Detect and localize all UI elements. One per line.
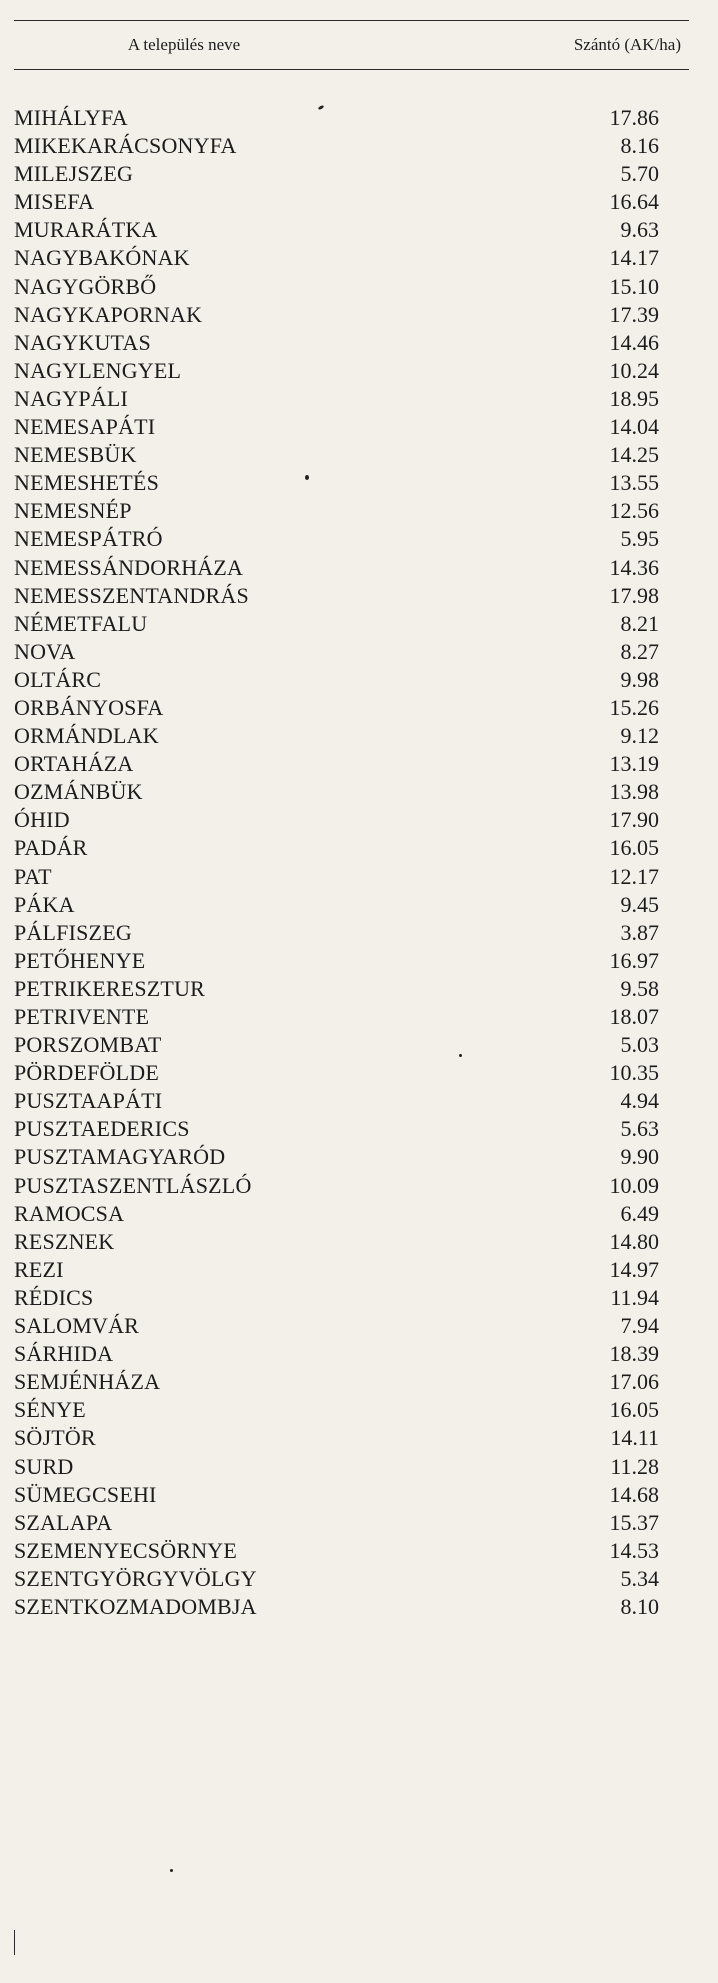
- table-row: [14, 497, 689, 525]
- settlement-name: PETRIVENTE: [14, 1004, 150, 1029]
- settlement-name: ÓHID: [14, 807, 70, 833]
- arable-value: 14.97: [609, 1256, 659, 1282]
- arable-value: 8.10: [620, 1593, 659, 1619]
- scan-speck: [305, 475, 309, 480]
- arable-value: 11.94: [610, 1284, 659, 1310]
- table-row: [14, 1284, 689, 1312]
- arable-value: 16.05: [609, 1397, 659, 1423]
- arable-value: 16.97: [609, 947, 659, 973]
- settlement-name: RAMOCSA: [14, 1200, 125, 1226]
- table-row: [14, 132, 689, 160]
- table-row: [14, 1453, 689, 1481]
- settlement-name: RESZNEK: [14, 1228, 115, 1254]
- settlement-name: OZMÁNBÜK: [14, 779, 143, 805]
- arable-value: 11.28: [610, 1453, 659, 1479]
- table-row: [14, 357, 689, 385]
- settlement-name: MIHÁLYFA: [14, 105, 128, 130]
- settlement-name: SURD: [14, 1453, 74, 1479]
- arable-value: 8.21: [620, 610, 659, 636]
- arable-value: 17.06: [609, 1369, 659, 1395]
- arable-value: 10.35: [609, 1060, 659, 1086]
- settlement-name: SZEMENYECSÖRNYE: [14, 1537, 238, 1563]
- table-row: [14, 1509, 689, 1537]
- arable-value: 5.03: [620, 1032, 659, 1058]
- table-body: [14, 104, 689, 1621]
- table-row: [14, 441, 689, 469]
- table-row: [14, 806, 689, 834]
- arable-value: 5.95: [620, 526, 659, 552]
- arable-value: 14.17: [609, 245, 659, 271]
- table-row: [14, 1312, 689, 1340]
- settlement-name: NEMESAPÁTI: [14, 414, 156, 440]
- table-row: [14, 947, 689, 975]
- settlement-name: MIKEKARÁCSONYFA: [14, 133, 237, 159]
- arable-value: 9.90: [620, 1144, 659, 1170]
- arable-value: 17.86: [609, 105, 659, 130]
- settlement-name: NEMESSÁNDORHÁZA: [14, 554, 244, 580]
- settlement-name: PUSZTAAPÁTI: [14, 1088, 163, 1114]
- settlement-name: NAGYKUTAS: [14, 329, 151, 355]
- arable-value: 3.87: [620, 919, 659, 945]
- table-row: [14, 244, 689, 272]
- arable-value: 5.70: [620, 161, 659, 187]
- table-row: [14, 104, 689, 132]
- table-left-edge: [14, 1930, 15, 1955]
- settlement-name: NEMESNÉP: [14, 498, 132, 524]
- table-row: [14, 1087, 689, 1115]
- arable-value: 4.94: [620, 1088, 659, 1114]
- table-row: [14, 694, 689, 722]
- arable-value: 5.63: [620, 1116, 659, 1142]
- table-row: [14, 1059, 689, 1087]
- table-row: [14, 554, 689, 582]
- arable-value: 16.64: [609, 189, 659, 215]
- arable-value: 15.26: [609, 694, 659, 720]
- arable-value: 9.63: [620, 217, 659, 243]
- settlement-name: SÜMEGCSEHI: [14, 1481, 157, 1507]
- settlement-name: NEMESSZENTANDRÁS: [14, 582, 249, 608]
- arable-value: 13.19: [609, 751, 659, 777]
- settlement-name: SÉNYE: [14, 1397, 86, 1423]
- arable-value: 17.98: [609, 582, 659, 608]
- scan-speck: [459, 1054, 462, 1057]
- table-row: [14, 582, 689, 610]
- settlement-name: ORTAHÁZA: [14, 751, 134, 777]
- settlement-name: NEMESBÜK: [14, 442, 137, 468]
- settlement-name: REZI: [14, 1256, 64, 1282]
- settlement-name: PÖRDEFÖLDE: [14, 1060, 160, 1086]
- table-row: [14, 863, 689, 891]
- arable-value: 14.25: [609, 442, 659, 468]
- table-row: [14, 1143, 689, 1171]
- table-row: [14, 1368, 689, 1396]
- settlement-name: SZALAPA: [14, 1509, 113, 1535]
- settlement-name: PUSZTAEDERICS: [14, 1116, 190, 1142]
- table-row: [14, 638, 689, 666]
- table-row: [14, 1537, 689, 1565]
- scan-speck: [170, 1869, 173, 1872]
- settlement-name: NAGYKAPORNAK: [14, 301, 203, 327]
- table-row: [14, 188, 689, 216]
- arable-value: 14.11: [610, 1425, 659, 1451]
- arable-value: 14.80: [609, 1228, 659, 1254]
- arable-value: 9.12: [620, 723, 659, 749]
- arable-value: 18.95: [609, 385, 659, 411]
- settlement-name: PETRIKERESZTUR: [14, 975, 206, 1001]
- table-row: [14, 413, 689, 441]
- arable-value: 15.37: [609, 1509, 659, 1535]
- arable-value: 5.34: [620, 1565, 659, 1591]
- table-header: [14, 20, 689, 69]
- settlement-name: NÉMETFALU: [14, 610, 148, 636]
- arable-value: 14.46: [609, 329, 659, 355]
- table-row: [14, 1031, 689, 1059]
- table-row: [14, 666, 689, 694]
- arable-value: 12.56: [609, 498, 659, 524]
- arable-value: 9.58: [620, 975, 659, 1001]
- table-row: [14, 1228, 689, 1256]
- arable-value: 12.17: [609, 863, 659, 889]
- settlement-name: NEMESHETÉS: [14, 470, 159, 496]
- table-row: [14, 1115, 689, 1143]
- arable-value: 8.16: [620, 133, 659, 159]
- settlement-name: PÁKA: [14, 891, 75, 917]
- settlement-name: SÖJTÖR: [14, 1425, 96, 1451]
- table-row: [14, 1003, 689, 1031]
- table-row: [14, 329, 689, 357]
- arable-value: 14.04: [609, 414, 659, 440]
- settlement-name: NAGYPÁLI: [14, 385, 129, 411]
- table-row: [14, 778, 689, 806]
- settlement-name: PETŐHENYE: [14, 947, 146, 973]
- settlement-name: NAGYLENGYEL: [14, 357, 182, 383]
- table-row: [14, 1172, 689, 1200]
- settlement-name: SZENTKOZMADOMBJA: [14, 1593, 257, 1619]
- header-settlement-name: A település neve: [127, 35, 241, 54]
- arable-value: 7.94: [620, 1313, 659, 1339]
- arable-value: 14.36: [609, 554, 659, 580]
- table-row: [14, 834, 689, 862]
- table-row: [14, 975, 689, 1003]
- settlement-name: SALOMVÁR: [14, 1313, 140, 1339]
- settlement-name: PADÁR: [14, 835, 88, 861]
- table-row: [14, 525, 689, 553]
- settlement-name: ORBÁNYOSFA: [14, 694, 164, 720]
- settlement-name: SZENTGYÖRGYVÖLGY: [14, 1565, 257, 1591]
- settlement-name: NEMESPÁTRÓ: [14, 526, 163, 552]
- settlement-name: SEMJÉNHÁZA: [14, 1369, 161, 1395]
- settlement-name: OLTÁRC: [14, 666, 102, 692]
- settlement-name: NOVA: [14, 638, 76, 664]
- table-row: [14, 1565, 689, 1593]
- settlement-name: PUSZTASZENTLÁSZLÓ: [14, 1172, 252, 1198]
- settlement-name: MURARÁTKA: [14, 217, 158, 243]
- arable-value: 13.98: [609, 779, 659, 805]
- table-row: [14, 216, 689, 244]
- arable-value: 18.39: [609, 1341, 659, 1367]
- table-row: [14, 919, 689, 947]
- settlement-name: RÉDICS: [14, 1284, 94, 1310]
- arable-value: 10.09: [609, 1172, 659, 1198]
- arable-value: 16.05: [609, 835, 659, 861]
- table-row: [14, 160, 689, 188]
- table-row: [14, 301, 689, 329]
- settlement-name: NAGYBAKÓNAK: [14, 245, 190, 271]
- table-row: [14, 1256, 689, 1284]
- settlement-name: SÁRHIDA: [14, 1341, 114, 1367]
- table-row: [14, 385, 689, 413]
- table-row: [14, 722, 689, 750]
- arable-value: 10.24: [609, 357, 659, 383]
- table-row: [14, 1593, 689, 1621]
- arable-value: 13.55: [609, 470, 659, 496]
- table-row: [14, 1200, 689, 1228]
- table-row: [14, 273, 689, 301]
- settlement-name: MILEJSZEG: [14, 161, 134, 187]
- arable-value: 14.53: [609, 1537, 659, 1563]
- table-row: [14, 610, 689, 638]
- arable-value: 15.10: [609, 273, 659, 299]
- table-row: [14, 1340, 689, 1368]
- settlement-name: PUSZTAMAGYARÓD: [14, 1144, 226, 1170]
- table-row: [14, 750, 689, 778]
- settlement-name: PÁLFISZEG: [14, 919, 132, 945]
- settlement-name: PAT: [14, 863, 52, 889]
- arable-value: 6.49: [620, 1200, 659, 1226]
- arable-value: 14.68: [609, 1481, 659, 1507]
- table-row: [14, 1396, 689, 1424]
- table-row: [14, 1481, 689, 1509]
- table-row: [14, 891, 689, 919]
- table-header-rule: [14, 69, 689, 70]
- settlement-name: PORSZOMBAT: [14, 1032, 162, 1058]
- settlement-name: MISEFA: [14, 189, 95, 215]
- arable-value: 9.98: [620, 666, 659, 692]
- arable-value: 17.39: [609, 301, 659, 327]
- arable-value: 8.27: [620, 638, 659, 664]
- arable-value: 18.07: [609, 1004, 659, 1029]
- table-row: [14, 469, 689, 497]
- settlement-name: NAGYGÖRBŐ: [14, 273, 157, 299]
- table-row: [14, 1424, 689, 1452]
- arable-value: 9.45: [620, 891, 659, 917]
- arable-value: 17.90: [609, 807, 659, 833]
- header-arable-value: Szántó (AK/ha): [573, 35, 681, 54]
- settlement-name: ORMÁNDLAK: [14, 723, 159, 749]
